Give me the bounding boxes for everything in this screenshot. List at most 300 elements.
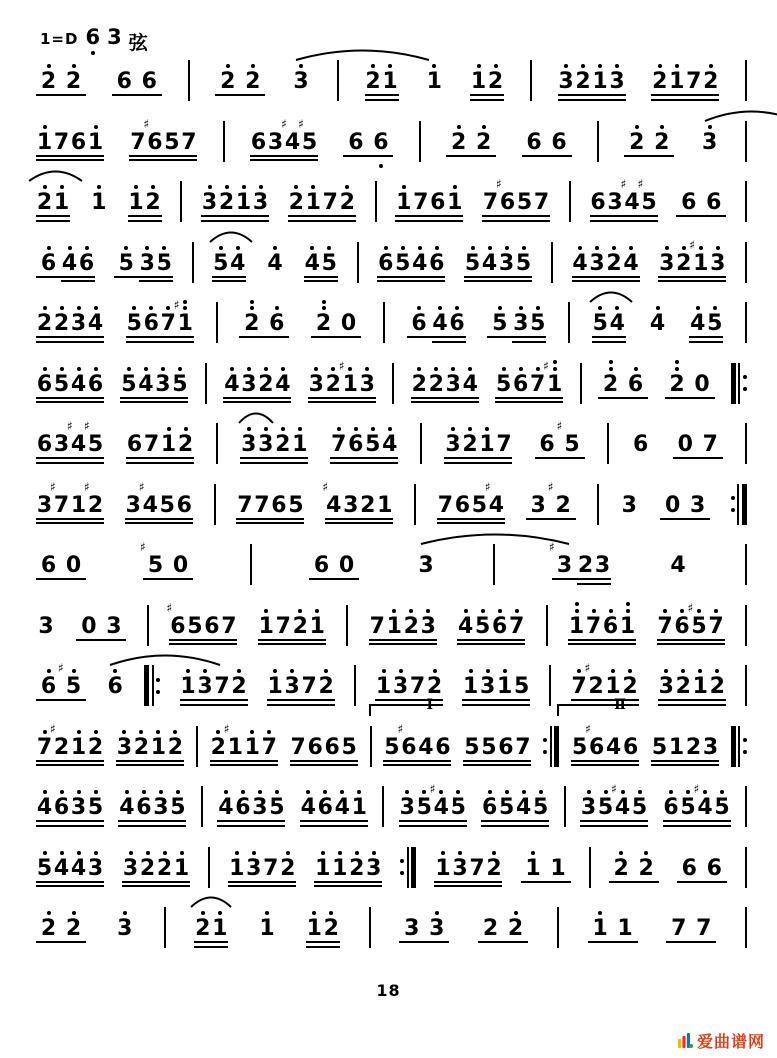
note-digit: 3 — [258, 432, 274, 457]
note-digit: 2 — [575, 69, 591, 94]
beam-line — [588, 699, 605, 701]
octave-dot — [315, 609, 319, 613]
beam-line — [395, 215, 412, 217]
octave-dot — [161, 367, 165, 371]
beam-line — [275, 639, 292, 641]
beam-line — [342, 522, 359, 524]
beam-line — [657, 643, 674, 645]
note — [450, 783, 467, 829]
beam-area — [399, 941, 424, 950]
beam-line — [444, 457, 461, 459]
note-digit: 2 — [323, 916, 339, 941]
octave-dot — [43, 730, 47, 734]
note — [409, 662, 426, 708]
low-octave-dot — [379, 164, 383, 168]
note-digit: 1 — [229, 855, 245, 881]
note-digit: 3 — [589, 250, 605, 276]
beam-line — [649, 155, 674, 157]
octave-dot — [219, 246, 223, 250]
note — [474, 602, 491, 648]
beam-line — [53, 336, 70, 338]
note-group — [416, 541, 436, 587]
beam-line — [156, 276, 173, 278]
beam-line — [126, 341, 143, 343]
beam-line — [609, 94, 626, 96]
beam-line — [522, 155, 547, 157]
note — [516, 178, 533, 224]
beam-line — [87, 457, 104, 459]
note — [451, 844, 468, 890]
note-digit: 6 — [454, 492, 471, 518]
beam-area — [218, 215, 235, 224]
octave-dot — [94, 730, 98, 734]
beam-area — [177, 336, 194, 345]
beam-line — [180, 155, 197, 157]
beam-area — [343, 155, 368, 164]
note-digit: 3 — [70, 311, 87, 336]
beam-line — [126, 457, 143, 459]
beam-area — [649, 155, 674, 164]
note-digit: 2 — [315, 311, 332, 336]
barline — [597, 121, 599, 162]
beam-area — [36, 336, 53, 345]
beam-line — [673, 457, 698, 459]
beam-line — [660, 518, 685, 520]
beam-line — [495, 457, 512, 459]
octave-dot — [539, 790, 543, 794]
beam-line — [325, 397, 342, 399]
repeat-dots — [156, 678, 160, 694]
note — [133, 723, 150, 769]
beam-line — [180, 159, 197, 161]
beam-area — [482, 215, 499, 224]
beam-line — [515, 276, 532, 278]
note — [284, 662, 301, 708]
beam-line — [245, 881, 262, 883]
note-digit: 5 — [164, 129, 180, 155]
beam-area — [87, 518, 104, 527]
note — [159, 481, 176, 527]
octave-dot — [183, 300, 187, 304]
beam-area — [324, 760, 341, 769]
note-group — [36, 299, 104, 345]
note-digit: 5 — [514, 674, 530, 699]
octave-dot — [43, 125, 47, 129]
beam-line — [291, 462, 308, 464]
note-digit: 5 — [365, 432, 381, 457]
note — [495, 360, 512, 406]
beam-line — [529, 401, 546, 403]
beam-area — [253, 518, 270, 527]
note-digit: 2 — [231, 674, 247, 699]
note — [324, 723, 341, 769]
octave-dot — [113, 669, 117, 673]
beam-line — [497, 764, 514, 766]
note-digit: 2 — [244, 311, 260, 336]
beam-line — [70, 341, 87, 343]
beam-line — [343, 155, 368, 157]
beam-area — [229, 276, 246, 285]
beam-line — [177, 336, 194, 338]
note-digit: 6 — [87, 371, 104, 397]
note-group — [223, 360, 291, 406]
note — [186, 602, 203, 648]
beam-line — [194, 941, 211, 943]
note-digit: 2 — [703, 69, 719, 94]
beam-line — [139, 885, 156, 887]
beam-area — [597, 820, 614, 829]
barline — [564, 786, 566, 827]
octave-dot — [720, 790, 724, 794]
note-digit: 6 — [401, 734, 417, 760]
beam-area — [508, 639, 525, 648]
octave-dot-area — [619, 844, 623, 857]
octave-dot — [458, 851, 462, 855]
note — [503, 904, 528, 950]
beam-area — [180, 155, 197, 164]
note-group — [36, 420, 104, 466]
note — [457, 602, 474, 648]
beam-line — [641, 220, 658, 222]
beam-line — [488, 522, 505, 524]
beam-line — [622, 760, 639, 762]
octave-dot-area — [348, 360, 352, 373]
note — [231, 662, 248, 708]
beam-line — [217, 825, 234, 827]
octave-dot — [250, 306, 254, 310]
beam-area — [53, 215, 70, 224]
note-digit: 3 — [710, 250, 726, 276]
note — [211, 904, 228, 950]
beam-line — [433, 820, 450, 822]
beam-area — [36, 457, 53, 466]
note-digit: 6 — [53, 795, 70, 820]
note — [239, 299, 264, 345]
note-digit: 5 — [471, 492, 488, 518]
beam-area — [437, 518, 454, 527]
beam-line — [240, 462, 257, 464]
beam-line — [36, 941, 61, 943]
beam-line — [36, 159, 53, 161]
note-digit: 4 — [70, 855, 87, 881]
note-digit: 2 — [177, 432, 194, 457]
note-digit: 6 — [348, 432, 364, 457]
note-digit: 3 — [197, 674, 213, 699]
beam-line — [217, 820, 234, 822]
note — [245, 844, 262, 890]
repeat-dots — [743, 738, 747, 754]
note-digit: 6 — [107, 674, 123, 699]
beam-line — [395, 220, 412, 222]
begin-repeat-barline — [731, 726, 747, 767]
beam-line — [702, 99, 719, 101]
beam-line — [176, 518, 193, 520]
beam-line — [598, 397, 623, 399]
octave-dot — [250, 730, 254, 734]
beam-line — [631, 825, 648, 827]
beam-area — [143, 578, 168, 587]
note-digit: 3 — [452, 855, 468, 881]
beam-line — [480, 764, 497, 766]
octave-dot — [60, 851, 64, 855]
note-group — [572, 239, 640, 285]
note-digit: 5 — [36, 855, 53, 881]
octave-dot-area — [680, 602, 684, 615]
note — [307, 723, 324, 769]
beam-area — [417, 760, 434, 769]
sharp-accidental-icon: ♯ — [543, 358, 549, 373]
beam-line — [446, 215, 463, 217]
note — [660, 481, 685, 527]
beam-area — [668, 760, 685, 769]
note-digit: 3 — [122, 855, 139, 881]
beam-line — [288, 215, 305, 217]
note — [348, 844, 365, 890]
octave-dot — [151, 185, 155, 189]
beam-line — [159, 518, 176, 520]
beam-line — [36, 518, 53, 520]
beam-line — [394, 276, 411, 278]
beam-line — [120, 401, 137, 403]
note-digit: 5 — [707, 311, 723, 336]
beam-area — [347, 457, 364, 466]
octave-dot-area — [94, 723, 98, 736]
beam-area — [399, 820, 416, 829]
octave-dot-area — [626, 602, 630, 615]
note-digit: 3 — [658, 674, 674, 699]
note-digit: 1 — [173, 855, 190, 881]
note-digit: 2 — [280, 855, 296, 881]
beam-line — [36, 820, 53, 822]
low-octave-dot — [91, 51, 95, 55]
beam-area — [623, 276, 640, 285]
sharp-accidental-icon: ♯ — [611, 782, 617, 796]
beam-line — [392, 699, 409, 701]
beam-line — [495, 397, 512, 399]
octave-dot — [355, 851, 359, 855]
octave-dot — [598, 911, 602, 915]
octave-dot — [338, 851, 342, 855]
note-digit: 3 — [513, 311, 529, 336]
beam-line — [120, 397, 137, 399]
beam-line — [36, 401, 53, 403]
beam-area — [304, 276, 321, 285]
note-digit: 4 — [70, 371, 87, 397]
octave-dot — [564, 64, 568, 68]
note-digit: 4 — [433, 795, 449, 820]
note-digit: 2 — [218, 190, 235, 215]
beam-line — [692, 280, 709, 282]
beam-line — [317, 820, 334, 822]
beam-line — [122, 885, 139, 887]
beam-line — [309, 578, 334, 580]
note — [649, 118, 674, 164]
beam-line — [623, 276, 640, 278]
note-digit: 2 — [486, 855, 502, 881]
note-digit: 2 — [555, 492, 571, 518]
note — [240, 360, 257, 406]
note — [446, 118, 471, 164]
octave-dot — [587, 790, 591, 794]
beam-line — [592, 94, 609, 96]
beam-line — [471, 518, 488, 520]
note-digit: 5 — [564, 432, 580, 457]
beam-area — [666, 941, 691, 950]
beam-area — [446, 215, 463, 224]
beam-area — [495, 397, 512, 406]
beam-line — [521, 881, 546, 883]
note-digit: 1 — [470, 69, 487, 94]
beam-line — [381, 457, 398, 459]
beam-area — [257, 457, 274, 466]
note — [609, 299, 626, 345]
octave-dot-area — [298, 602, 302, 615]
beam-line — [605, 764, 622, 766]
note-digit: 6 — [526, 129, 542, 155]
octave-dot — [267, 730, 271, 734]
beam-line — [171, 397, 188, 399]
beam-area — [348, 881, 365, 890]
beam-line — [651, 94, 668, 96]
note — [412, 178, 429, 224]
beam-line — [498, 825, 515, 827]
note-digit: 6 — [430, 190, 446, 215]
sharp-accidental-icon: ♯ — [687, 600, 694, 615]
octave-dot-area — [716, 239, 720, 252]
note-digit: 1 — [592, 916, 608, 941]
beam-area — [53, 397, 70, 406]
thick-bar — [411, 847, 416, 888]
note-digit: 7 — [290, 734, 306, 760]
note-group — [535, 420, 585, 466]
repeat-dot — [400, 871, 404, 875]
beam-line — [420, 639, 437, 641]
note-digit: 4 — [623, 250, 639, 276]
score — [36, 57, 747, 965]
note-digit: 2 — [577, 553, 594, 578]
beam-line — [498, 276, 515, 278]
beam-area — [481, 276, 498, 285]
beam-area — [685, 760, 702, 769]
note — [590, 178, 607, 224]
beam-line — [428, 397, 445, 399]
note — [173, 298, 194, 345]
beam-area — [301, 155, 318, 164]
note-digit: 2 — [139, 855, 156, 881]
note — [496, 177, 516, 224]
octave-dot-area — [417, 360, 421, 373]
note — [558, 57, 575, 103]
octave-dot — [43, 185, 47, 189]
beam-area — [261, 760, 278, 769]
beam-line — [284, 159, 301, 161]
beam-area — [648, 336, 668, 345]
note-digit: 3 — [241, 371, 257, 397]
beam-line — [135, 820, 152, 822]
octave-dot-area — [635, 118, 639, 131]
beam-line — [463, 764, 480, 766]
note — [53, 360, 70, 406]
note-group — [314, 844, 382, 890]
note-group — [700, 118, 720, 164]
beam-area — [481, 820, 498, 829]
beam-line — [434, 885, 451, 887]
beam-line — [53, 457, 70, 459]
note-digit: 7 — [181, 129, 197, 155]
beam-area — [571, 760, 588, 769]
barline — [370, 726, 372, 767]
note-digit: 7 — [301, 674, 317, 699]
note — [101, 602, 126, 648]
beam-area — [560, 457, 585, 466]
beam-area — [513, 699, 530, 708]
note — [220, 602, 237, 648]
beam-area — [116, 760, 133, 769]
note — [623, 239, 640, 285]
beam-area — [424, 94, 444, 103]
note — [262, 844, 279, 890]
beam-line — [70, 401, 87, 403]
beam-area — [323, 941, 340, 950]
beam-line — [382, 99, 399, 101]
note — [508, 602, 525, 648]
beam-line — [126, 336, 143, 338]
note — [429, 178, 446, 224]
octave-dot — [146, 851, 150, 855]
beam-line — [478, 941, 503, 943]
note — [434, 723, 451, 769]
beam-line — [201, 220, 218, 222]
octave-dot — [60, 367, 64, 371]
octave-dot — [310, 246, 314, 250]
sharp-accidental-icon: ♯ — [84, 419, 90, 433]
beam-line — [156, 881, 173, 883]
octave-dot-area — [575, 602, 579, 615]
beam-area — [36, 881, 53, 890]
beam-line — [386, 639, 403, 641]
note — [288, 178, 305, 224]
note-digit: 2 — [87, 492, 104, 518]
note-digit: 1 — [267, 674, 283, 699]
note — [424, 57, 444, 103]
octave-dot-area — [426, 602, 430, 615]
begin-repeat-barline — [144, 665, 160, 706]
octave-dot — [675, 367, 679, 371]
octave-dot-area — [236, 239, 240, 252]
beam-line — [160, 457, 177, 459]
note — [454, 481, 471, 527]
note — [676, 178, 701, 224]
note — [318, 662, 335, 708]
note — [291, 57, 311, 103]
beam-line — [709, 276, 726, 278]
beam-line — [437, 522, 454, 524]
beam-line — [101, 639, 126, 641]
beam-area — [529, 336, 546, 345]
note — [36, 57, 61, 103]
note-digit: 7 — [702, 432, 718, 457]
note — [252, 178, 269, 224]
beam-line — [53, 401, 70, 403]
barline — [383, 302, 385, 343]
tuning-string-2: 3 — [107, 25, 122, 49]
octave-dot — [716, 246, 720, 250]
note-digit: 3 — [139, 250, 155, 276]
beam-area — [394, 276, 411, 285]
score-row — [36, 57, 747, 118]
beam-area — [432, 336, 449, 345]
octave-dot — [455, 306, 459, 310]
